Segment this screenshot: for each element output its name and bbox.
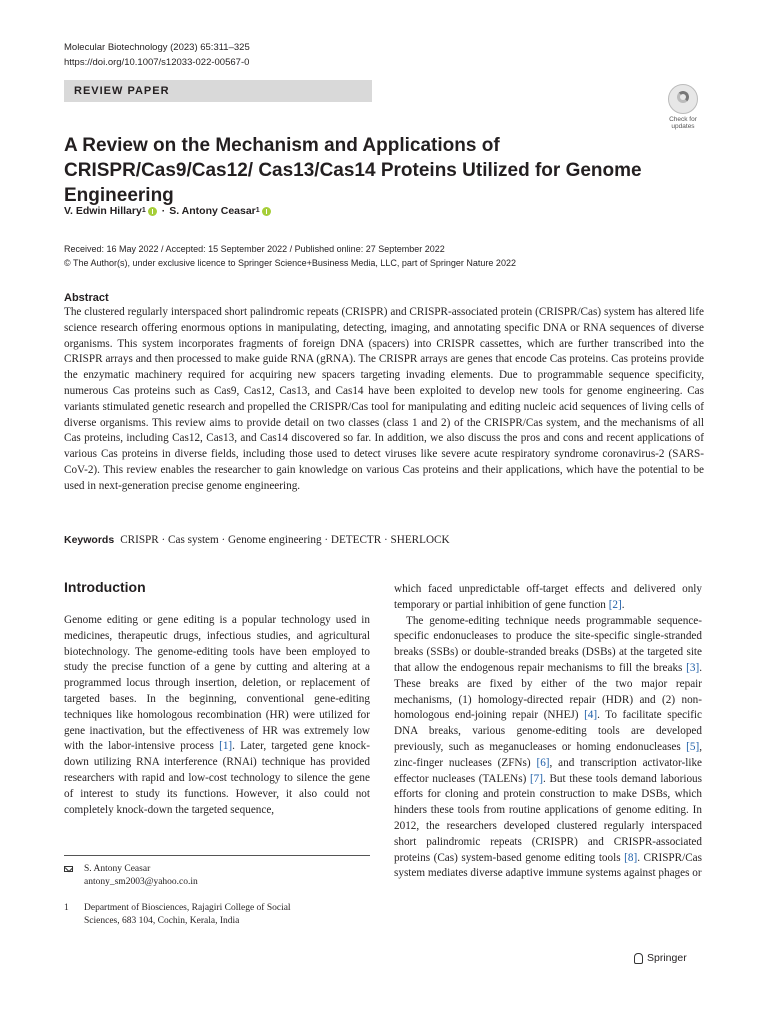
paragraph: [394, 582, 702, 614]
article-title: A Review on the Mechanism and Applications of CRISPR/Cas9/Cas12/ Cas13/Cas14 Proteins Utilized for Genome Engineering: [64, 135, 642, 206]
citation-link[interactable]: [7]: [529, 772, 543, 785]
journal-line: Molecular Biotechnology (2023) 65:311–325: [64, 42, 250, 53]
paragraph: [64, 613, 370, 818]
author-2-name[interactable]: S. Antony Ceasar: [169, 205, 256, 217]
publisher-name: Springer: [647, 952, 687, 964]
corresponding-author-note: [64, 863, 370, 889]
keywords-list: CRISPR · Cas system · Genome engineering · DETECTR · SHERLOCK: [120, 534, 450, 546]
footnote-divider: [64, 855, 370, 856]
citation-link[interactable]: [5]: [686, 740, 700, 753]
author-separator: ·: [161, 205, 166, 217]
text-run: . To facilitate specific DNA breaks, various genome-editing tools are developed previously, such as meganucleases or homing endonucleases: [394, 709, 703, 753]
text-run: The genome-editing technique needs programmable sequence-specific endonucleases to produce the site-specific single-stranded breaks (SSBs) or double-stranded breaks (DSBs) at the targeted site that allow the endogenous repair mechanisms to fill the breaks: [394, 614, 702, 674]
text-run: . CRISPR/Cas system mediates diverse adaptive immune systems against phages or: [394, 851, 703, 880]
citation-link[interactable]: [2]: [608, 598, 622, 611]
badge-text-2: updates: [671, 123, 695, 130]
affiliation-line-1: Department of Biosciences, Rajagiri College of Social: [84, 903, 291, 913]
citation-link[interactable]: [3]: [686, 661, 700, 674]
text-run: , zinc-finger nucleases (ZFNs): [394, 740, 702, 769]
affiliation-line-2: Sciences, 683 104, Cochin, Kerala, India: [84, 916, 240, 926]
text-run: which faced unpredictable off-target effects and delivered only temporary or partial inhibition of gene function: [394, 583, 702, 611]
text-run: , and transcription activator-like effector nucleases (TALENs): [394, 756, 702, 785]
citation-link[interactable]: [6]: [536, 756, 550, 769]
body-column-left: [64, 613, 370, 818]
keywords-heading: Keywords: [64, 534, 115, 546]
affiliation-number: 1: [64, 903, 69, 913]
license-line: © The Author(s), under exclusive licence to Springer Science+Business Media, LLC, part of Springer Nature 2022: [64, 258, 516, 268]
journal-citation: [64, 40, 250, 70]
text-run: . These breaks are fixed by either of the two major repair mechanisms, (1) homology-directed repair (HDR) and (2) non-homologous end-joining repair (NHEJ): [394, 661, 702, 722]
text-run: Genome editing or gene editing is a popular technology used in medicines, therapeutic drugs, infectious studies, and agricultural biotechnology. The genome-editing tools have been employed to study the precise function of a gene by cutting and altering at a programmed locus through insertion, deletion, or replacement of targeted bases. In the beginning, conventional gene-editing techniques like homologous recombination (HR) were utilized for gene inactivation, but the effectiveness of HR was extremely low with the labor-intensive process: [64, 614, 370, 753]
orcid-icon[interactable]: [148, 207, 157, 216]
text-run: . Later, targeted gene knock-down utilizing RNA interference (RNAi) technique has provided researchers with rapid and low-cost technology to silence the gene of interest to study its functions. However, it also could not completely knock-down the targeted sequence,: [64, 740, 370, 816]
corresponding-author-email[interactable]: antony_sm2003@yahoo.co.in: [84, 877, 198, 887]
abstract-heading: Abstract: [64, 292, 109, 304]
springer-horse-icon: [634, 953, 643, 964]
body-column-right: [394, 582, 702, 882]
keywords: [64, 533, 450, 548]
affiliation-note: [64, 902, 370, 928]
citation-link[interactable]: [4]: [584, 709, 598, 722]
check-for-updates-badge[interactable]: [664, 84, 702, 130]
publisher-logo: [634, 952, 687, 964]
author-2-affiliation: 1: [255, 207, 260, 214]
badge-text-1: Check for: [669, 116, 697, 123]
article-type-bar: REVIEW PAPER: [64, 80, 372, 102]
author-1-affiliation: 1: [141, 207, 146, 214]
refresh-icon: [668, 84, 698, 114]
abstract-text: The clustered regularly interspaced short palindromic repeats (CRISPR) and CRISPR-associated protein (CRISPR/Cas) system has altered life science research offering enormous options in manipulating, detecting, imaging, and annotating specific DNA or RNA sequences of diverse organisms. This system incorporates fragments of foreign DNA (spacers) into CRISPR cassettes, which are further transcribed into the CRISPR arrays and then processed to make guide RNA (gRNA). The CRISPR arrays are genes that encode Cas proteins. Cas proteins provide the enzymatic machinery required for acquiring new spacers targeting invading elements. Due to programmable sequence specificity, numerous Cas proteins such as Cas9, Cas12, Cas13, and Cas14 have been exploited to develop new tools for genome engineering. Cas variants stimulated genetic research and propelled the CRISPR/Cas tool for manipulating and editing nucleic acid sequences of living cells of diverse organisms. This review aims to provide detail on two classes (class 1 and 2) of the CRISPR/Cas system, and the mechanisms of all Cas proteins, including Cas12, Cas13, and Cas14 discovered so far. In addition, we also discuss the pros and cons and recent applications of various Cas proteins in diverse fields, including those used to detect viruses like severe acute respiratory syndrome coronavirus-2 (SARS-CoV-2). This review enables the researcher to gain knowledge on various Cas proteins and their applications, which have the potential to be used in next-generation precise genome engineering.: [64, 306, 704, 492]
envelope-icon: [64, 866, 73, 872]
publication-history: [64, 242, 516, 270]
citation-link[interactable]: [1]: [219, 740, 233, 753]
author-1-name[interactable]: V. Edwin Hillary: [64, 205, 142, 217]
corresponding-author-name: S. Antony Ceasar: [84, 864, 151, 874]
orcid-icon[interactable]: [262, 207, 271, 216]
author-list: [64, 203, 276, 219]
doi-link[interactable]: https://doi.org/10.1007/s12033-022-00567-0: [64, 57, 250, 68]
text-run: .: [621, 598, 625, 611]
text-run: . But these tools demand laborious efforts for cloning and protein construction to make DSBs, which hinders these tools from routine applications of genome editing. In 2012, the researchers developed clustered regularly interspaced short palindromic repeats (CRISPR) and CRISPR-associated proteins (Cas) system-based genome editing tools: [394, 772, 702, 864]
introduction-heading: Introduction: [64, 579, 146, 595]
dates-line: Received: 16 May 2022 / Accepted: 15 September 2022 / Published online: 27 September 2022: [64, 244, 445, 254]
paragraph: [394, 614, 702, 883]
citation-link[interactable]: [8]: [624, 851, 638, 864]
